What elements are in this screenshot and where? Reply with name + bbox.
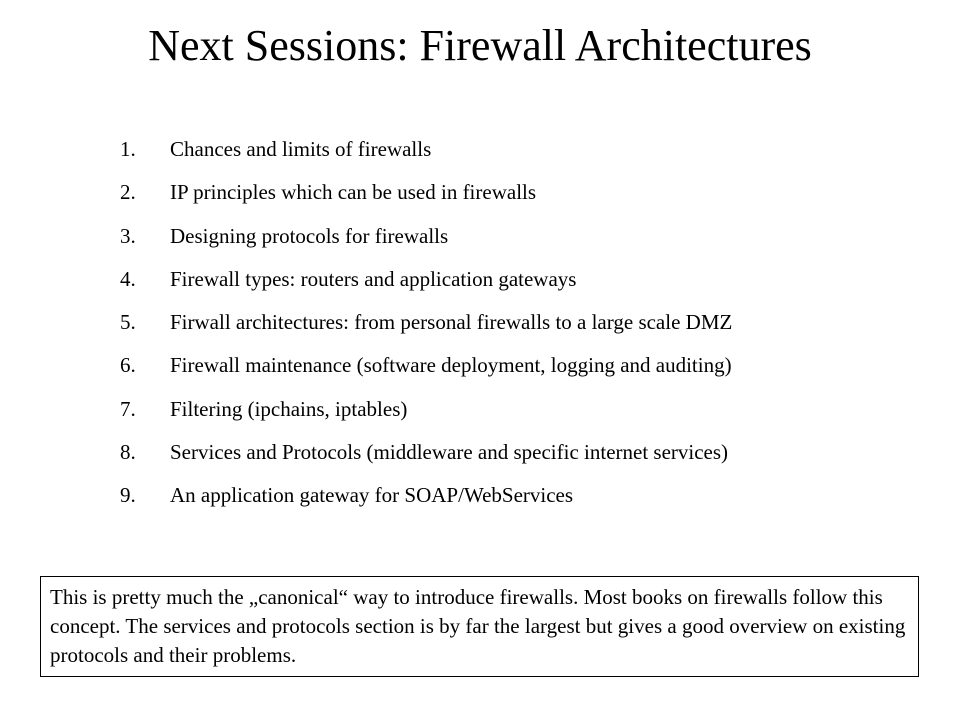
agenda-item-text: IP principles which can be used in firewalls: [170, 180, 537, 205]
agenda-item-text: Firewall maintenance (software deployment, logging and auditing): [170, 353, 732, 378]
agenda-item-text: Filtering (ipchains, iptables): [170, 396, 408, 421]
agenda-item: [120, 346, 732, 389]
agenda-item-number: 3.: [120, 223, 136, 248]
agenda-item-number: 4.: [120, 266, 136, 291]
agenda-item: [120, 217, 732, 260]
agenda-item: [120, 390, 732, 433]
agenda-item-number: 9.: [120, 483, 136, 508]
slide-title: Next Sessions: Firewall Architectures: [148, 21, 812, 70]
agenda-item-number: 5.: [120, 310, 136, 335]
agenda-item: [120, 260, 732, 303]
note-box: This is pretty much the „canonical“ way to introduce firewalls. Most books on firewalls follow this concept. The services and protocols section is by far the largest but gives a good overview on existing protocols and their problems.: [40, 576, 919, 677]
agenda-item: [120, 433, 732, 476]
agenda-item-number: 2.: [120, 180, 136, 205]
agenda-item-text: An application gateway for SOAP/WebServices: [170, 483, 574, 508]
agenda-item-number: 1.: [120, 137, 136, 161]
agenda-item-number: 8.: [120, 440, 136, 465]
agenda-item-text: Chances and limits of firewalls: [170, 137, 432, 161]
agenda-item: [120, 476, 732, 519]
agenda-item: [120, 303, 732, 346]
agenda-item-text: Firewall types: routers and application gateways: [170, 266, 577, 291]
agenda-list: [120, 130, 732, 520]
agenda-item-number: 7.: [120, 396, 136, 421]
agenda-item-text: Firwall architectures: from personal firewalls to a large scale DMZ: [170, 310, 733, 335]
agenda-item: [120, 173, 732, 216]
agenda-item: [120, 130, 732, 173]
agenda-item-number: 6.: [120, 353, 136, 378]
agenda-item-text: Designing protocols for firewalls: [170, 223, 449, 248]
agenda-item-text: Services and Protocols (middleware and specific internet services): [170, 440, 729, 465]
